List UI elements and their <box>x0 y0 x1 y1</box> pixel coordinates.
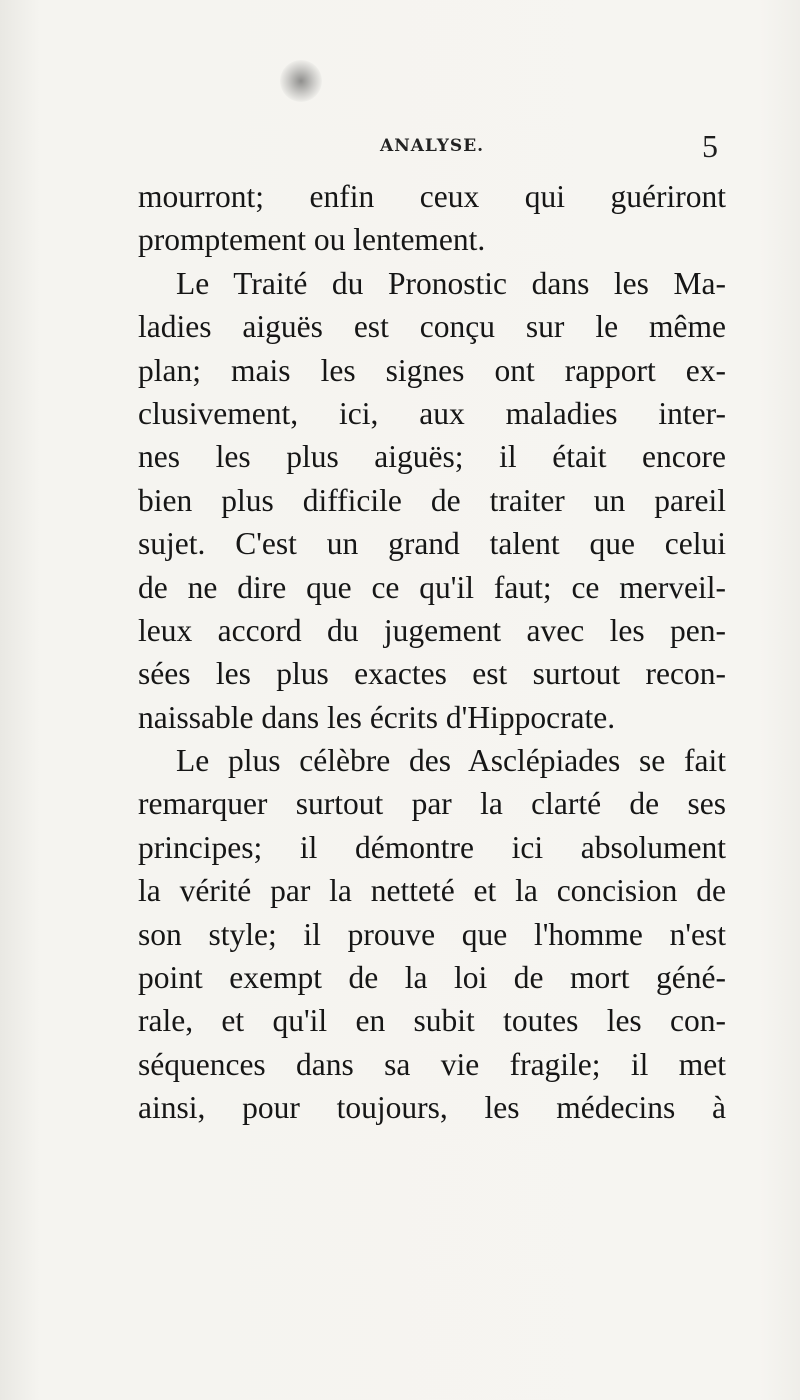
text-line: sées les plus exactes est surtout recon- <box>138 656 726 692</box>
text-line: plan; mais les signes ont rapport ex- <box>138 352 726 388</box>
text-line: la vérité par la netteté et la concision de <box>138 873 726 909</box>
text-line: mourront; enfin ceux qui guériront <box>138 179 726 214</box>
running-head: ANALYSE. <box>380 136 485 156</box>
text-line: séquences dans sa vie fragile; il met <box>138 1046 726 1082</box>
text-line: principes; il démontre ici absolument <box>138 829 726 865</box>
text-line: rale, et qu'il en subit toutes les con- <box>138 1003 726 1039</box>
text-line: promptement ou lentement. <box>138 222 486 258</box>
text-line: leux accord du jugement avec les pen- <box>138 612 726 648</box>
text-line: nes les plus aiguës; il était encore <box>138 439 726 475</box>
text-line: Le Traité du Pronostic dans les Ma- <box>176 265 726 301</box>
text-line: naissable dans les écrits d'Hippocrate. <box>138 699 616 735</box>
text-line: de ne dire que ce qu'il faut; ce merveil- <box>138 569 726 605</box>
page-header <box>0 128 800 168</box>
text-line: ainsi, pour toujours, les médecins à <box>138 1090 726 1126</box>
text-line: son style; il prouve que l'homme n'est <box>138 916 726 952</box>
page-number: 5 <box>702 128 718 164</box>
text-line: Le plus célèbre des Asclépiades se fait <box>176 743 726 779</box>
text-line: sujet. C'est un grand talent que celui <box>138 526 726 562</box>
text-line: clusivement, ici, aux maladies inter- <box>138 395 726 431</box>
text-line: bien plus difficile de traiter un pareil <box>138 482 726 518</box>
body-text <box>138 175 726 1130</box>
text-line: point exempt de la loi de mort géné- <box>138 960 726 996</box>
text-line: remarquer surtout par la clarté de ses <box>138 786 726 822</box>
text-line: ladies aiguës est conçu sur le même <box>138 309 726 345</box>
ink-smudge <box>280 60 322 102</box>
